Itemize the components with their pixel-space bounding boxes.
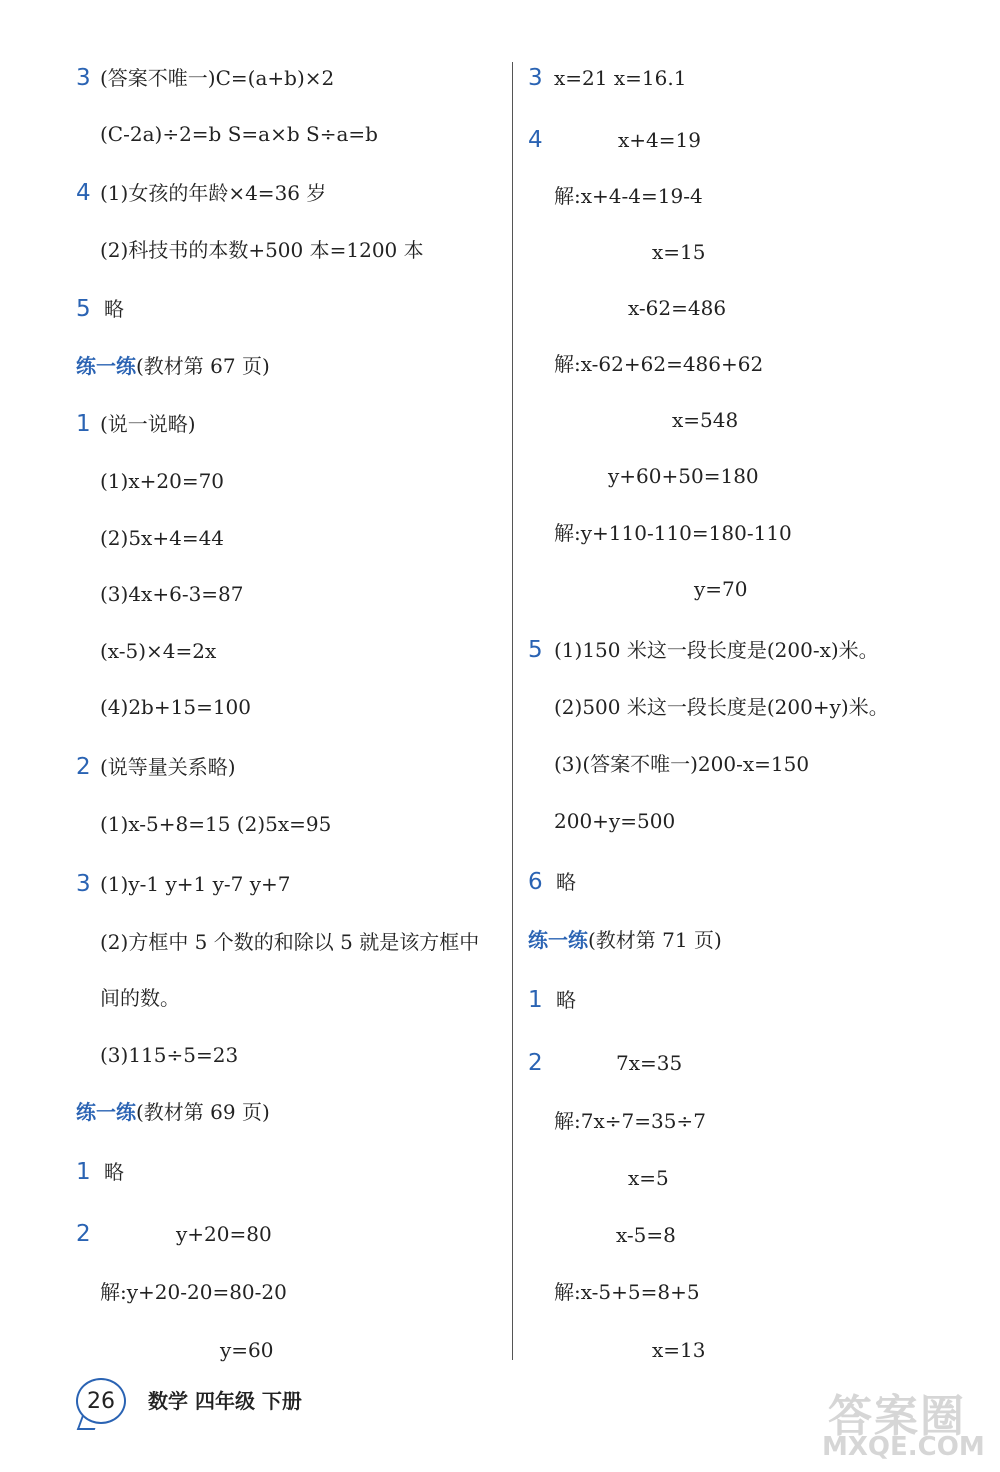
answer-line: (3)(答案不唯一)200-x=150 <box>554 752 810 776</box>
solution-result: x=5 <box>628 1166 669 1190</box>
answer-note: (说一说略) <box>100 412 196 436</box>
answer-note: (说等量关系略) <box>100 755 236 779</box>
answer-line: (1)x+20=70 <box>100 469 225 493</box>
equation: x-62=486 <box>628 296 727 320</box>
column-divider <box>512 62 513 1360</box>
solution-step: 解:y+110-110=180-110 <box>554 521 792 545</box>
solution-result: y=70 <box>694 577 748 601</box>
answer-line: 200+y=500 <box>554 809 676 833</box>
watermark-url: MXQE.COM <box>822 1432 985 1462</box>
question-number: 5 <box>76 296 91 322</box>
answer-line: (C-2a)÷2=b S=a×b S÷a=b <box>100 122 378 146</box>
answer-line: (1)x-5+8=15 (2)5x=95 <box>100 812 332 836</box>
answer-line: (1)女孩的年龄×4=36 岁 <box>100 181 327 205</box>
section-heading <box>76 352 270 380</box>
equation: y+20=80 <box>176 1222 272 1246</box>
section-ref: (教材第 67 页) <box>136 354 270 378</box>
section-label: 练一练 <box>528 928 588 952</box>
solution-result: x=13 <box>652 1338 706 1362</box>
question-number: 6 <box>528 869 543 895</box>
answer-line: x=21 x=16.1 <box>554 66 687 90</box>
question-number: 3 <box>76 65 91 91</box>
watermark-logo: 答案圈 <box>828 1391 966 1442</box>
question-number: 4 <box>528 127 543 153</box>
question-number: 5 <box>528 637 543 663</box>
book-title: 数学 四年级 下册 <box>148 1389 302 1413</box>
page-number: 26 <box>76 1378 126 1424</box>
answer-line: 略 <box>104 1160 124 1184</box>
question-number: 2 <box>76 1221 91 1247</box>
equation: x+4=19 <box>618 128 701 152</box>
solution-step: 解:x+4-4=19-4 <box>554 184 703 208</box>
solution-result: x=548 <box>672 408 739 432</box>
section-heading <box>76 1098 270 1126</box>
question-number: 1 <box>76 1159 91 1185</box>
question-number: 2 <box>76 754 91 780</box>
equation: 7x=35 <box>616 1051 683 1075</box>
question-number: 1 <box>76 411 91 437</box>
question-number: 3 <box>76 871 91 897</box>
answer-line: (1)y-1 y+1 y-7 y+7 <box>100 872 291 896</box>
question-number: 1 <box>528 987 543 1013</box>
equation: x-5=8 <box>616 1223 676 1247</box>
answer-line: (2)科技书的本数+500 本=1200 本 <box>100 238 424 262</box>
answer-line: (3)4x+6-3=87 <box>100 582 244 606</box>
answer-line: 间的数。 <box>100 986 180 1010</box>
solution-result: y=60 <box>220 1338 274 1362</box>
answer-line: 略 <box>556 870 576 894</box>
answer-line: (2)500 米这一段长度是(200+y)米。 <box>554 695 889 719</box>
answer-line: (答案不唯一)C=(a+b)×2 <box>100 66 335 90</box>
question-number: 3 <box>528 65 543 91</box>
answer-line: 略 <box>104 297 124 321</box>
question-number: 4 <box>76 180 91 206</box>
section-label: 练一练 <box>76 354 136 378</box>
answer-line: (4)2b+15=100 <box>100 695 251 719</box>
solution-step: 解:x-62+62=486+62 <box>554 352 764 376</box>
solution-step: 解:y+20-20=80-20 <box>100 1280 287 1304</box>
answer-line: (x-5)×4=2x <box>100 639 217 663</box>
answer-line: (2)方框中 5 个数的和除以 5 就是该方框中 <box>100 930 480 954</box>
equation: y+60+50=180 <box>608 464 759 488</box>
answer-line: (3)115÷5=23 <box>100 1043 239 1067</box>
section-ref: (教材第 69 页) <box>136 1100 270 1124</box>
solution-step: 解:x-5+5=8+5 <box>554 1280 700 1304</box>
section-label: 练一练 <box>76 1100 136 1124</box>
answer-line: 略 <box>556 988 576 1012</box>
solution-result: x=15 <box>652 240 706 264</box>
answer-line: (1)150 米这一段长度是(200-x)米。 <box>554 638 879 662</box>
solution-step: 解:7x÷7=35÷7 <box>554 1109 706 1133</box>
section-ref: (教材第 71 页) <box>588 928 722 952</box>
answer-line: (2)5x+4=44 <box>100 526 225 550</box>
section-heading <box>528 926 722 954</box>
question-number: 2 <box>528 1050 543 1076</box>
